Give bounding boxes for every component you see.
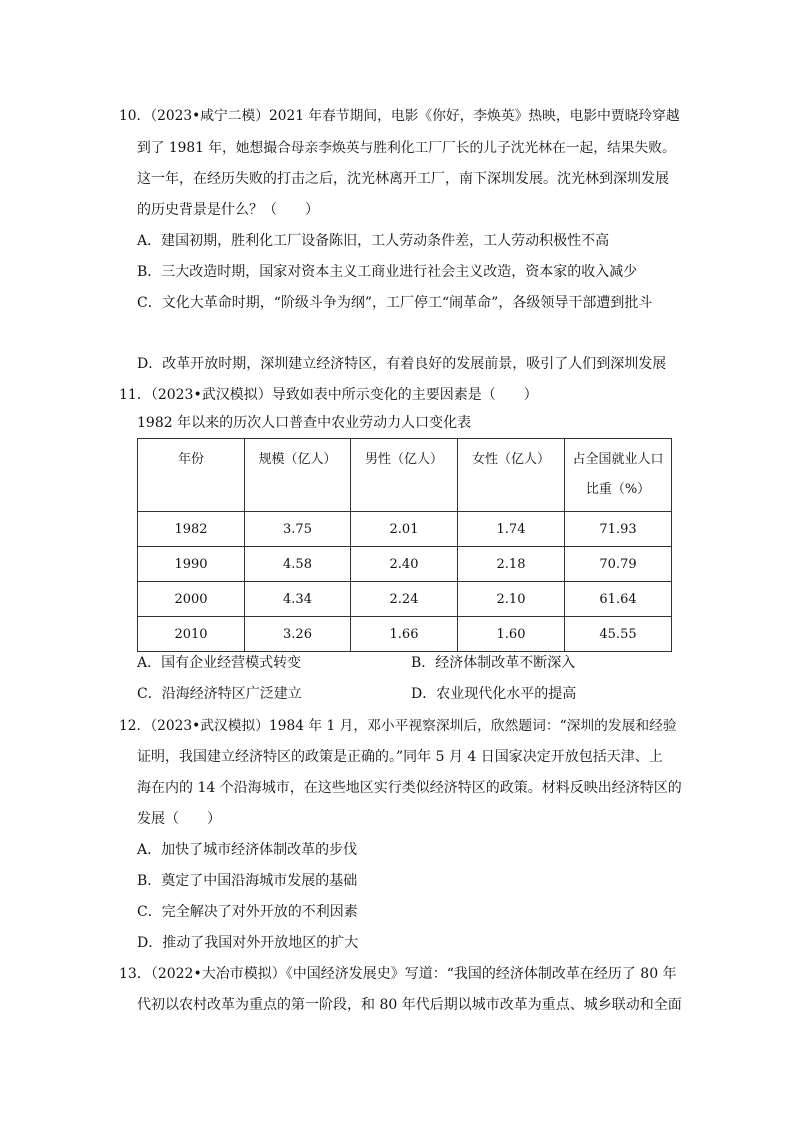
q11-option-d[interactable]: D．农业现代化水平的提高 [411,686,577,702]
table-cell: 2.40 [351,547,458,582]
q11-option-a[interactable]: A．国有企业经营模式转变 [137,655,302,671]
q10-option-b[interactable]: B．三大改造时期，国家对资本主义工商业进行社会主义改造，资本家的收入减少 [137,264,638,280]
q12-option-b[interactable]: B．奠定了中国沿海城市发展的基础 [137,873,358,889]
table-cell: 61.64 [565,582,672,617]
population-table [137,438,672,652]
table-cell: 2.18 [458,547,565,582]
q11-option-b[interactable]: B．经济体制改革不断深入 [411,655,576,671]
table-cell: 1.60 [458,617,565,652]
q10-line-3: 这一年，在经历失败的打击之后，沈光林离开工厂，南下深圳发展。沈光林到深圳发展 [137,171,669,187]
q10-option-c[interactable]: C．文化大革命时期，“阶级斗争为纲”，工厂停工“闹革命”，各级领导干部遭到批斗 [137,295,653,311]
table-header-scale: 规模（亿人） [245,439,351,512]
table-cell: 1.74 [458,512,565,547]
table-row [138,547,672,582]
table-cell: 2000 [138,582,245,617]
q11-option-c[interactable]: C．沿海经济特区广泛建立 [137,686,302,702]
table-cell: 2.01 [351,512,458,547]
table-cell: 3.26 [245,617,351,652]
q12-line-4: 发展（ ） [137,811,221,827]
q12-line-3: 海在内的 14 个沿海城市，在这些地区实行类似经济特区的政策。材料反映出经济特区的 [137,780,682,796]
table-row [138,582,672,617]
q12-line-1: 12．（2023•武汉模拟）1984 年 1 月，邓小平视察深圳后，欣然题词：“深圳的发展和经验 [119,718,677,734]
table-cell: 2.10 [458,582,565,617]
table-cell: 1.66 [351,617,458,652]
table-row [138,512,672,547]
q13-line-2: 代初以农村改革为重点的第一阶段，和 80 年代后期以城市改革为重点、城乡联动和全面 [137,997,682,1013]
q10-line-4: 的历史背景是什么？（ ） [137,202,319,218]
table-cell: 4.34 [245,582,351,617]
q11-line-1: 11．（2023•武汉模拟）导致如表中所示变化的主要因素是（ ） [119,387,538,403]
q12-line-2: 证明，我国建立经济特区的政策是正确的。”同年 5 月 4 日国家决定开放包括天津、上 [137,749,663,765]
q12-option-a[interactable]: A．加快了城市经济体制改革的步伐 [137,842,358,858]
table-header-male: 男性（亿人） [351,439,458,512]
table-cell: 4.58 [245,547,351,582]
table-header-share: 占全国就业人口 比重（%） [565,439,672,512]
table-cell: 2010 [138,617,245,652]
q12-option-c[interactable]: C．完全解决了对外开放的不利因素 [137,904,358,920]
table-cell: 71.93 [565,512,672,547]
q13-line-1: 13．（2022•大冶市模拟）《中国经济发展史》写道：“我国的经济体制改革在经历了 80 年 [119,966,677,982]
q10-line-1: 10．（2023•咸宁二模）2021 年春节期间，电影《你好，李焕英》热映，电影中贾晓玲穿越 [119,108,680,124]
table-caption: 1982 年以来的历次人口普查中农业劳动力人口变化表 [137,415,472,431]
table-cell: 1990 [138,547,245,582]
q12-option-d[interactable]: D．推动了我国对外开放地区的扩大 [137,935,359,951]
q10-option-a[interactable]: A．建国初期，胜利化工厂设备陈旧，工人劳动条件差，工人劳动积极性不高 [137,233,610,249]
q10-line-2: 到了 1981 年，她想撮合母亲李焕英与胜利化工厂厂长的儿子沈光林在一起，结果失败。 [137,140,676,156]
table-cell: 45.55 [565,617,672,652]
q10-option-d[interactable]: D．改革开放时期，深圳建立经济特区，有着良好的发展前景，吸引了人们到深圳发展 [137,356,667,372]
table-header-row [138,439,672,512]
table-header-female: 女性（亿人） [458,439,565,512]
table-cell: 3.75 [245,512,351,547]
table-row [138,617,672,652]
table-cell: 2.24 [351,582,458,617]
table-header-year: 年份 [138,439,245,512]
table-cell: 1982 [138,512,245,547]
table-cell: 70.79 [565,547,672,582]
